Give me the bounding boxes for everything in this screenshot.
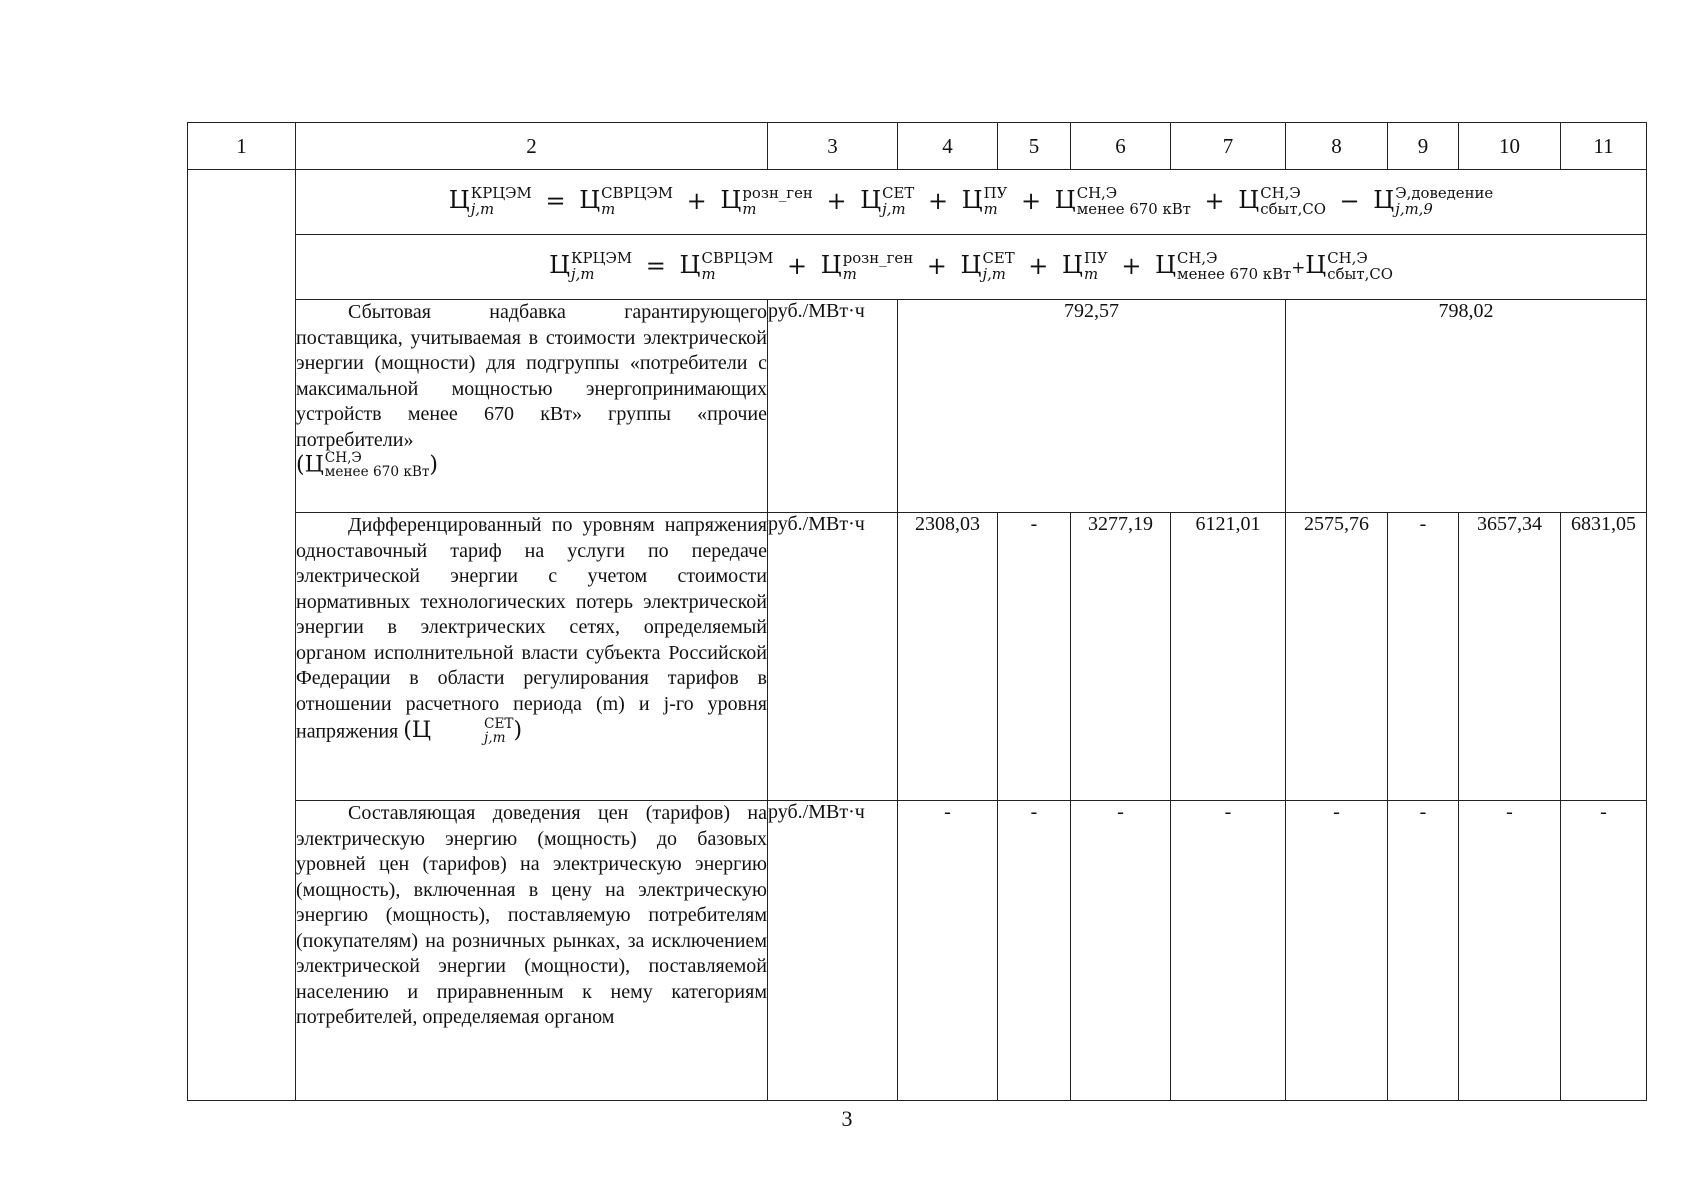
formula-row-1 [188,170,1647,235]
formula-superscript: СЕТ [484,716,514,732]
header-cell: 2 [296,123,768,170]
formula-superscript: СН,Э [1327,249,1368,268]
formula-subscript: m [601,200,616,218]
formula-symbol: Ц [961,186,983,215]
value-cell: 3657,34 [1459,513,1561,801]
row-symbol [296,451,767,480]
formula-superscript: Э,доведение [1395,184,1494,203]
header-row [188,123,1647,170]
formula-symbol: Ц [1373,186,1395,215]
formula-superscript: КРЦЭМ [571,249,633,268]
unit-cell: руб./МВт·ч [768,513,898,801]
formula-subscript: j,m [882,200,906,218]
formula-operator: + [1028,251,1049,280]
unit-cell: руб./МВт·ч [768,801,898,1101]
paren-open: ( [403,718,412,744]
formula-symbol: Ц [1305,251,1327,280]
header-cell: 4 [898,123,998,170]
value-cell: 2575,76 [1286,513,1388,801]
row-description-cell [296,801,768,1101]
formula-symbol: Ц [579,186,601,215]
formula-superscript: ПУ [1083,249,1108,268]
formula-subscript: сбыт,СО [1260,200,1326,218]
value-cell: - [1171,801,1286,1101]
formula-operator: = [645,251,666,280]
paren-open: ( [296,452,305,478]
value-cell: - [1286,801,1388,1101]
formula-symbol: Ц [1054,186,1076,215]
formula-superscript: СН,Э [324,450,362,466]
row-description: Составляющая доведения цен (тарифов) на электрическую энергию (мощность) до базовых уровней цен (тарифов) на электрическую энергию (мощность), включенная в цену на электрическую энергию (мощность), поставляемую потребителям (покупателям) на розничных рынках, за исключением электрической энергии (мощности), поставляемой населению и приравненным к нему категориям потребителей, определяемая органом [296,802,767,1028]
formula-1 [296,170,1647,235]
formula-subscript: m [842,265,857,283]
formula-superscript: СН,Э [1260,184,1301,203]
formula-operator: + [926,251,947,280]
formula-subscript: j,m,9 [1395,200,1433,218]
formula-symbol: Ц [1238,186,1260,215]
formula-subscript: менее 670 кВт [1076,200,1191,218]
formula-operator: + [1291,257,1306,278]
formula-operator: + [826,186,847,215]
formula-symbol: Ц [679,251,701,280]
formula-superscript: СЕТ [982,249,1015,268]
row-description: Сбытовая надбавка гарантирующего поставщика, учитываемая в стоимости электрической энергии (мощности) для подгруппы «потребители с максимальной мощностью энергопринимающих устройств менее 670 кВт» группы «прочие потребители» [296,301,767,451]
formula-superscript: СВРЦЭМ [701,249,774,268]
formula-subscript: j,m [571,265,595,283]
value-cell-group-1: 792,57 [898,300,1286,513]
header-cell: 3 [768,123,898,170]
paren-close: ) [513,718,523,744]
formula-superscript: СЕТ [882,184,915,203]
value-cell: - [998,513,1071,801]
formula-subscript: j,m [470,200,495,218]
formula-operator: = [545,186,566,215]
header-cell: 9 [1388,123,1459,170]
formula-symbol: Ц [960,251,982,280]
formula-subscript: менее 670 кВт [1177,265,1292,283]
header-cell: 8 [1286,123,1388,170]
formula-operator: − [1339,186,1360,215]
value-cell: - [1561,801,1647,1101]
header-cell: 6 [1071,123,1171,170]
formula-symbol: Ц [549,251,571,280]
value-cell: - [998,801,1071,1101]
formula-symbol: Ц [820,251,842,280]
value-cell: 6121,01 [1171,513,1286,801]
formula-symbol: Ц [411,718,432,744]
formula-subscript: сбыт,СО [1327,265,1393,283]
formula-superscript: ПУ [983,184,1008,203]
formula-operator: + [1204,186,1225,215]
formula-subscript: менее 670 кВт [324,464,430,481]
formula-operator: + [1121,251,1142,280]
value-cell: 2308,03 [898,513,998,801]
header-cell: 7 [1171,123,1286,170]
formula-subscript: m [983,200,998,218]
empty-column-cell [188,170,296,1101]
tariff-table [187,122,1647,1101]
table-row [188,300,1647,513]
formula-symbol: Ц [1062,251,1083,280]
row-description-text: Дифференцированный по уровням напряжения одноставочный тариф на услуги по передаче электрической энергии с учетом стоимости нормативных технологических потерь электрической энергии в электрических сетях, определяемый органом исполнительной власти субъекта Российской Федерации в области регулирования тарифов в отношении расчетного периода (m) и j-го уровня напряжения [296,514,767,743]
page-number: 3 [841,1106,853,1131]
value-cell: 3277,19 [1071,513,1171,801]
header-cell: 1 [188,123,296,170]
unit-cell: руб./МВт·ч [768,300,898,513]
formula-superscript: розн_ген [742,184,813,203]
row-symbol [403,716,523,747]
table-row [188,801,1647,1101]
formula-2 [296,235,1647,300]
value-cell: - [1388,513,1459,801]
formula-operator: + [686,186,707,215]
table-row [188,513,1647,801]
formula-symbol: Ц [720,186,742,215]
formula-symbol: Ц [1155,251,1177,280]
header-cell: 10 [1459,123,1561,170]
value-cell-group-2: 798,02 [1286,300,1647,513]
formula-superscript: СН,Э [1177,249,1218,268]
paren-close: ) [429,452,438,478]
formula-subscript: m [701,265,716,283]
formula-row-2 [188,235,1647,300]
value-cell: - [1071,801,1171,1101]
header-cell: 11 [1561,123,1647,170]
row-description-cell [296,300,768,513]
formula-symbol: Ц [304,452,324,478]
formula-superscript: СН,Э [1076,184,1118,203]
formula-superscript: розн_ген [842,249,914,268]
formula-operator: + [1021,186,1042,215]
formula-subscript: m [1083,265,1099,283]
row-description [296,513,767,746]
formula-subscript: m [742,200,757,218]
formula-superscript: КРЦЭМ [470,184,532,203]
formula-subscript: j,m [484,730,506,747]
header-cell: 5 [998,123,1071,170]
formula-operator: + [927,186,949,215]
formula-symbol: Ц [448,186,470,215]
formula-symbol: Ц [860,186,882,215]
value-cell: - [1388,801,1459,1101]
value-cell: - [898,801,998,1101]
row-description-cell [296,513,768,801]
formula-subscript: j,m [982,265,1006,283]
formula-operator: + [787,251,808,280]
formula-superscript: СВРЦЭМ [601,184,674,203]
value-cell: - [1459,801,1561,1101]
value-cell: 6831,05 [1561,513,1647,801]
